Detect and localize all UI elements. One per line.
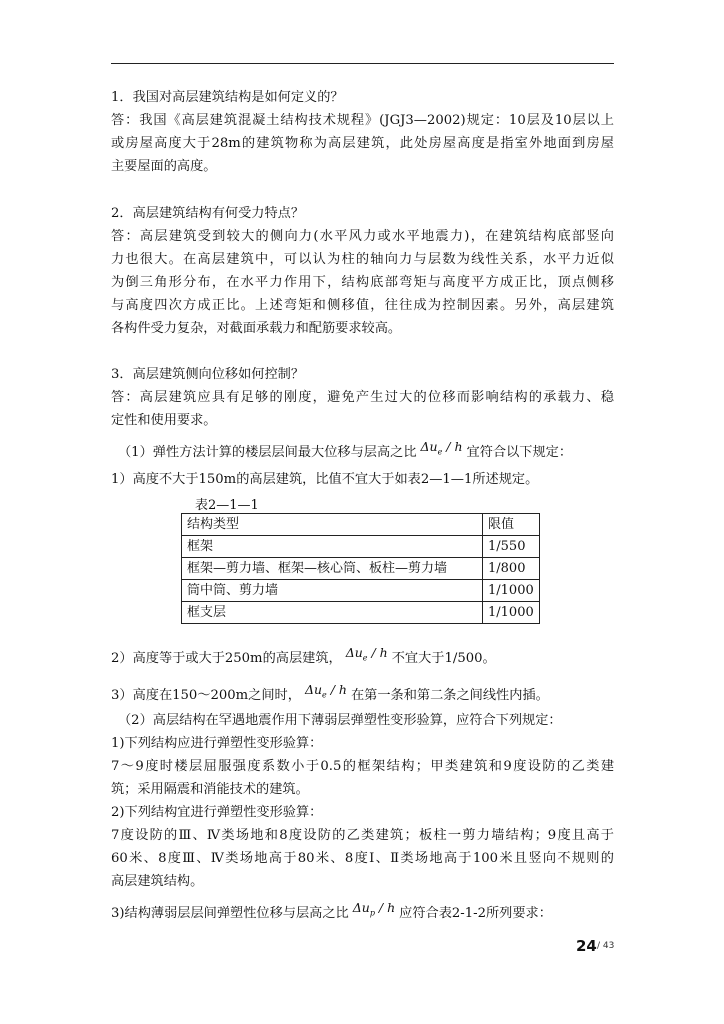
table-caption: 表2—1—1	[195, 498, 259, 513]
q1-line-2: 或房屋高度大于28m的建筑物称为高层建筑，此处房屋高度是指室外地面到房屋	[111, 136, 614, 151]
q1-line-1: 答：我国《高层建筑混凝土结构技术规程》(JGJ3—2002)规定：10层及10层以上	[111, 113, 614, 128]
q2-line-3: 为倒三角形分布，在水平力作用下，结构底部弯矩与高度平方成正比，顶点侧移	[111, 275, 614, 290]
cell-type: 筒中筒、剪力墙	[182, 580, 483, 602]
q3-p2: （2）高层结构在罕遇地震作用下薄弱层弹塑性变形验算，应符合下列规定：	[118, 713, 562, 728]
q3-line-1: 答：高层建筑应具有足够的刚度，避免产生过大的位移而影响结构的承载力、稳	[111, 390, 614, 405]
table-header-row	[182, 514, 540, 536]
q3-item-1: 1）高度不大于150m的高层建筑，比值不宜大于如表2—1—1所述规定。	[111, 472, 539, 487]
q3-p2-1: 1)下列结构应进行弹塑性变形验算：	[111, 736, 323, 751]
q1-title: 1．我国对高层建筑结构是如何定义的？	[111, 90, 344, 105]
cell-limit: 1/1000	[483, 602, 540, 624]
q3-p1-after: 宜符合以下规定：	[466, 445, 573, 460]
q3-p2-3	[111, 900, 614, 929]
header-rule	[111, 63, 614, 64]
q3-title: 3．高层建筑侧向位移如何控制？	[111, 367, 305, 382]
q3-p2-2-line-1: 7度设防的Ⅲ、Ⅳ类场地和8度设防的乙类建筑；板柱一剪力墙结构；9度且高于	[111, 828, 614, 843]
table-row	[182, 580, 540, 602]
ratio-formula-e: $\Delta u_e$ / h	[420, 439, 463, 457]
q3-line-2: 定性和使用要求。	[111, 413, 217, 428]
q3-item-2-after: 不宜大于1/500。	[391, 651, 496, 666]
q2-line-1: 答：高层建筑受到较大的侧向力(水平风力或水平地震力)，在建筑结构底部竖向	[111, 229, 614, 244]
cell-type: 框架—剪力墙、框架—核心筒、板柱—剪力墙	[182, 558, 483, 580]
cell-limit: 1/800	[483, 558, 540, 580]
q3-p2-2-line-3: 高层建筑结构。	[111, 874, 204, 889]
limit-table	[181, 513, 540, 624]
q3-item-2-before: 2）高度等于或大于250m的高层建筑，	[111, 651, 342, 666]
q3-p1-before: （1）弹性方法计算的楼层层间最大位移与层高之比	[118, 445, 417, 460]
cell-limit: 1/550	[483, 536, 540, 558]
q2-title: 2．高层建筑结构有何受力特点？	[111, 206, 305, 221]
q3-item-3-after: 在第一条和第二条之间线性内插。	[350, 688, 549, 703]
q2-line-2: 力也很大。在高层建筑中，可以认为柱的轴向力与层数为线性关系，水平力近似	[111, 252, 614, 267]
ratio-formula-e: $\Delta u_e$ / h	[304, 682, 347, 700]
table-row	[182, 536, 540, 558]
page-number: 24	[576, 937, 597, 955]
q3-p2-2-line-2: 60米、8度Ⅲ、Ⅳ类场地高于80米、8度Ⅰ、Ⅱ类场地高于100米且竖向不规则的	[111, 851, 614, 866]
cell-limit: 1/1000	[483, 580, 540, 602]
q3-item-3-before: 3）高度在150～200m之间时，	[111, 688, 301, 703]
cell-type: 框架	[182, 536, 483, 558]
q3-item-3	[111, 682, 614, 711]
q3-p2-1-line-1: 7～9度时楼层屈服强度系数小于0.5的框架结构；甲类建筑和9度设防的乙类建	[111, 759, 614, 774]
q3-p2-2: 2)下列结构宜进行弹塑性变形验算：	[111, 805, 323, 820]
table-row	[182, 558, 540, 580]
ratio-formula-e: $\Delta u_e$ / h	[345, 645, 388, 663]
q2-line-4: 与高度四次方成正比。上述弯矩和侧移值，往往成为控制因素。另外，高层建筑	[111, 298, 614, 313]
page-total: / 43	[597, 941, 615, 951]
q3-p1	[118, 439, 614, 468]
q2-line-5: 各构件受力复杂，对截面承载力和配筋要求较高。	[111, 321, 402, 336]
header-limit: 限值	[483, 514, 540, 536]
header-structure-type: 结构类型	[182, 514, 483, 536]
q3-p2-3-after: 应符合表2-1-2所列要求：	[399, 906, 552, 921]
ratio-formula-p: $\Delta u_p$ / h	[352, 900, 396, 918]
q3-p2-3-before: 3)结构薄弱层层间弹塑性位移与层高之比	[111, 906, 349, 921]
cell-type: 框支层	[182, 602, 483, 624]
q3-p2-1-line-2: 筑；采用隔震和消能技术的建筑。	[111, 782, 309, 797]
q1-line-3: 主要屋面的高度。	[111, 159, 217, 174]
q3-item-2	[111, 645, 614, 674]
table-row	[182, 602, 540, 624]
